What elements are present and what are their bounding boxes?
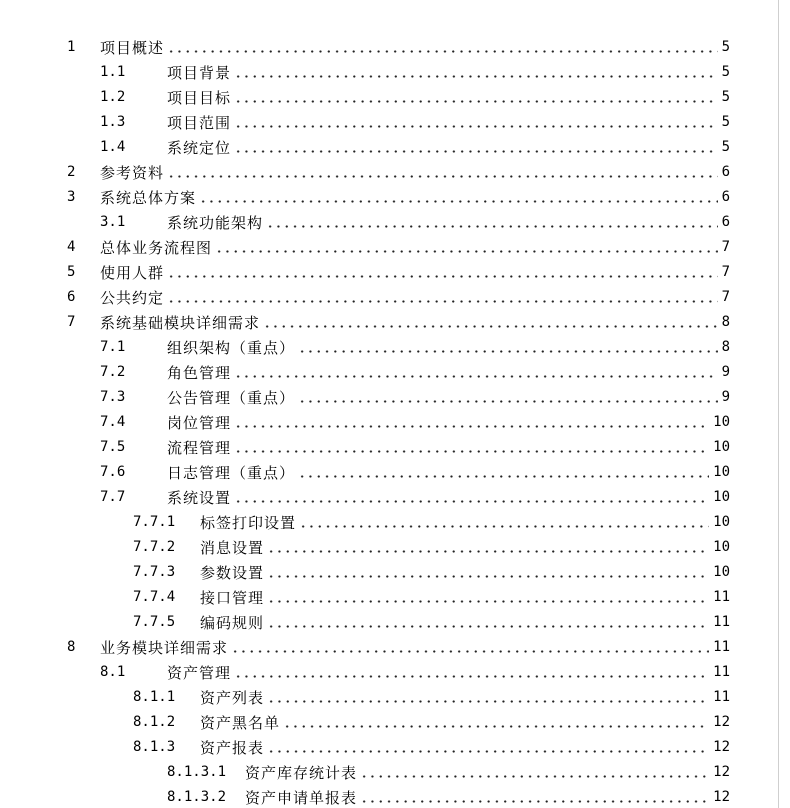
toc-entry[interactable]	[67, 186, 730, 208]
toc-entry-number: 7.7.2	[133, 539, 176, 555]
toc-entry-page-number: 8	[721, 314, 730, 330]
toc-dot-leader	[267, 736, 709, 758]
toc-dot-leader	[234, 111, 718, 133]
toc-entry-page-number: 10	[713, 514, 730, 530]
toc-entry-title: 公告管理（重点）	[167, 388, 296, 407]
toc-entry-number: 2	[67, 164, 76, 180]
toc-dot-leader	[267, 586, 709, 608]
toc-entry-title: 资产报表	[200, 738, 265, 757]
toc-entry-number: 7.7.1	[133, 514, 176, 530]
toc-entry[interactable]	[100, 86, 730, 108]
toc-entry-title: 系统总体方案	[100, 188, 197, 207]
toc-entry[interactable]	[133, 586, 730, 608]
toc-entry[interactable]	[100, 211, 730, 233]
toc-entry[interactable]	[67, 261, 730, 283]
toc-entry-page-number: 12	[713, 789, 730, 805]
toc-dot-leader	[167, 161, 718, 183]
toc-entry-page-number: 6	[721, 189, 730, 205]
toc-entry[interactable]	[133, 561, 730, 583]
toc-entry-title: 角色管理	[167, 363, 232, 382]
toc-dot-leader	[167, 36, 718, 58]
toc-dot-leader	[266, 211, 718, 233]
toc-dot-leader	[298, 386, 718, 408]
toc-entry-number: 1.2	[100, 89, 126, 105]
toc-entry-number: 7.5	[100, 439, 126, 455]
toc-dot-leader	[231, 636, 709, 658]
toc-dot-leader	[234, 486, 709, 508]
toc-entry[interactable]	[100, 361, 730, 383]
toc-entry-number: 7.3	[100, 389, 126, 405]
toc-entry-page-number: 12	[713, 764, 730, 780]
toc-entry-number: 8.1	[100, 664, 126, 680]
toc-dot-leader	[267, 536, 709, 558]
toc-entry-title: 资产库存统计表	[245, 763, 358, 782]
toc-entry-number: 3.1	[100, 214, 126, 230]
toc-entry[interactable]	[67, 636, 730, 658]
toc-entry-page-number: 12	[713, 714, 730, 730]
toc-entry-title: 系统功能架构	[167, 213, 264, 232]
toc-entry-title: 系统设置	[167, 488, 232, 507]
toc-entry-title: 总体业务流程图	[100, 238, 213, 257]
toc-entry[interactable]	[100, 461, 730, 483]
toc-entry-page-number: 5	[721, 89, 730, 105]
toc-entry[interactable]	[133, 711, 730, 733]
toc-entry[interactable]	[100, 111, 730, 133]
toc-entry-page-number: 7	[721, 264, 730, 280]
toc-entry-page-number: 5	[721, 39, 730, 55]
toc-entry-title: 组织架构（重点）	[167, 338, 296, 357]
toc-entry[interactable]	[133, 611, 730, 633]
toc-entry-number: 8.1.3	[133, 739, 176, 755]
toc-entry[interactable]	[67, 161, 730, 183]
toc-entry[interactable]	[67, 286, 730, 308]
toc-entry-number: 5	[67, 264, 76, 280]
toc-dot-leader	[234, 136, 718, 158]
toc-entry-number: 8.1.3.2	[167, 789, 227, 805]
toc-entry-number: 1.4	[100, 139, 126, 155]
toc-entry[interactable]	[67, 36, 730, 58]
toc-entry-number: 7.6	[100, 464, 126, 480]
toc-entry-number: 8	[67, 639, 76, 655]
toc-dot-leader	[267, 561, 709, 583]
toc-entry-title: 资产管理	[167, 663, 232, 682]
toc-entry-page-number: 6	[721, 164, 730, 180]
toc-entry-number: 7.2	[100, 364, 126, 380]
toc-entry[interactable]	[133, 536, 730, 558]
toc-entry-page-number: 11	[713, 689, 730, 705]
toc-dot-leader	[360, 786, 709, 808]
toc-entry[interactable]	[133, 511, 730, 533]
toc-entry-page-number: 9	[721, 364, 730, 380]
toc-entry-page-number: 11	[713, 664, 730, 680]
toc-entry-number: 7	[67, 314, 76, 330]
toc-entry[interactable]	[100, 486, 730, 508]
toc-entry-number: 7.7.5	[133, 614, 176, 630]
toc-entry-title: 公共约定	[100, 288, 165, 307]
toc-entry[interactable]	[100, 436, 730, 458]
toc-entry[interactable]	[167, 761, 730, 783]
toc-entry-page-number: 10	[713, 414, 730, 430]
toc-dot-leader	[298, 336, 718, 358]
toc-entry-page-number: 5	[721, 139, 730, 155]
toc-entry-title: 日志管理（重点）	[167, 463, 296, 482]
toc-entry-title: 使用人群	[100, 263, 165, 282]
toc-entry-number: 8.1.2	[133, 714, 176, 730]
toc-dot-leader	[234, 361, 718, 383]
toc-dot-leader	[199, 186, 718, 208]
toc-entry[interactable]	[100, 411, 730, 433]
toc-dot-leader	[234, 661, 709, 683]
toc-entry-page-number: 12	[713, 739, 730, 755]
toc-entry-number: 3	[67, 189, 76, 205]
toc-entry[interactable]	[67, 311, 730, 333]
toc-entry-page-number: 5	[721, 64, 730, 80]
toc-entry-number: 7.7.4	[133, 589, 176, 605]
toc-entry-title: 系统基础模块详细需求	[100, 313, 261, 332]
toc-entry-title: 项目背景	[167, 63, 232, 82]
toc-entry[interactable]	[133, 736, 730, 758]
toc-dot-leader	[167, 286, 718, 308]
toc-dot-leader	[267, 611, 709, 633]
toc-entry-title: 岗位管理	[167, 413, 232, 432]
toc-entry-title: 编码规则	[200, 613, 265, 632]
toc-entry-title: 参数设置	[200, 563, 265, 582]
toc-entry-title: 资产列表	[200, 688, 265, 707]
toc-entry-number: 7.7	[100, 489, 126, 505]
toc-entry-title: 参考资料	[100, 163, 165, 182]
toc-entry-title: 资产申请单报表	[245, 788, 358, 807]
toc-entry-title: 项目目标	[167, 88, 232, 107]
toc-entry-title: 项目概述	[100, 38, 165, 57]
toc-entry-number: 7.1	[100, 339, 126, 355]
toc-dot-leader	[299, 511, 709, 533]
toc-entry[interactable]	[167, 786, 730, 808]
toc-entry[interactable]	[100, 336, 730, 358]
toc-entry-number: 1.3	[100, 114, 126, 130]
toc-dot-leader	[234, 61, 718, 83]
toc-entry-title: 标签打印设置	[200, 513, 297, 532]
toc-dot-leader	[234, 411, 709, 433]
toc-dot-leader	[167, 261, 718, 283]
toc-entry-page-number: 10	[713, 439, 730, 455]
toc-entry[interactable]	[67, 236, 730, 258]
toc-entry[interactable]	[100, 386, 730, 408]
toc-entry-title: 消息设置	[200, 538, 265, 557]
toc-entry-title: 接口管理	[200, 588, 265, 607]
toc-entry-number: 7.7.3	[133, 564, 176, 580]
toc-entry-title: 资产黑名单	[200, 713, 281, 732]
page-edge-divider	[778, 0, 779, 808]
toc-entry-page-number: 7	[721, 239, 730, 255]
toc-entry-number: 8.1.3.1	[167, 764, 227, 780]
toc-entry-page-number: 7	[721, 289, 730, 305]
toc-entry-page-number: 10	[713, 489, 730, 505]
toc-dot-leader	[283, 711, 709, 733]
toc-entry-number: 1.1	[100, 64, 126, 80]
toc-dot-leader	[298, 461, 709, 483]
toc-entry-number: 4	[67, 239, 76, 255]
toc-entry[interactable]	[100, 136, 730, 158]
toc-entry-page-number: 6	[721, 214, 730, 230]
toc-dot-leader	[215, 236, 718, 258]
toc-entry[interactable]	[100, 661, 730, 683]
toc-entry-page-number: 10	[713, 564, 730, 580]
toc-dot-leader	[234, 436, 709, 458]
toc-dot-leader	[267, 686, 709, 708]
toc-entry-page-number: 5	[721, 114, 730, 130]
toc-dot-leader	[234, 86, 718, 108]
toc-entry-page-number: 10	[713, 464, 730, 480]
toc-entry-page-number: 10	[713, 539, 730, 555]
toc-entry-page-number: 11	[713, 614, 730, 630]
toc-entry-title: 项目范围	[167, 113, 232, 132]
toc-entry-page-number: 11	[713, 639, 730, 655]
toc-entry-title: 系统定位	[167, 138, 232, 157]
toc-entry[interactable]	[100, 61, 730, 83]
toc-entry-number: 6	[67, 289, 76, 305]
toc-dot-leader	[360, 761, 709, 783]
toc-entry-number: 7.4	[100, 414, 126, 430]
toc-dot-leader	[263, 311, 718, 333]
toc-entry[interactable]	[133, 686, 730, 708]
toc-entry-page-number: 11	[713, 589, 730, 605]
toc-entry-title: 流程管理	[167, 438, 232, 457]
toc-entry-page-number: 9	[721, 389, 730, 405]
toc-entry-number: 1	[67, 39, 76, 55]
toc-entry-title: 业务模块详细需求	[100, 638, 229, 657]
toc-entry-page-number: 8	[721, 339, 730, 355]
toc-entry-number: 8.1.1	[133, 689, 176, 705]
